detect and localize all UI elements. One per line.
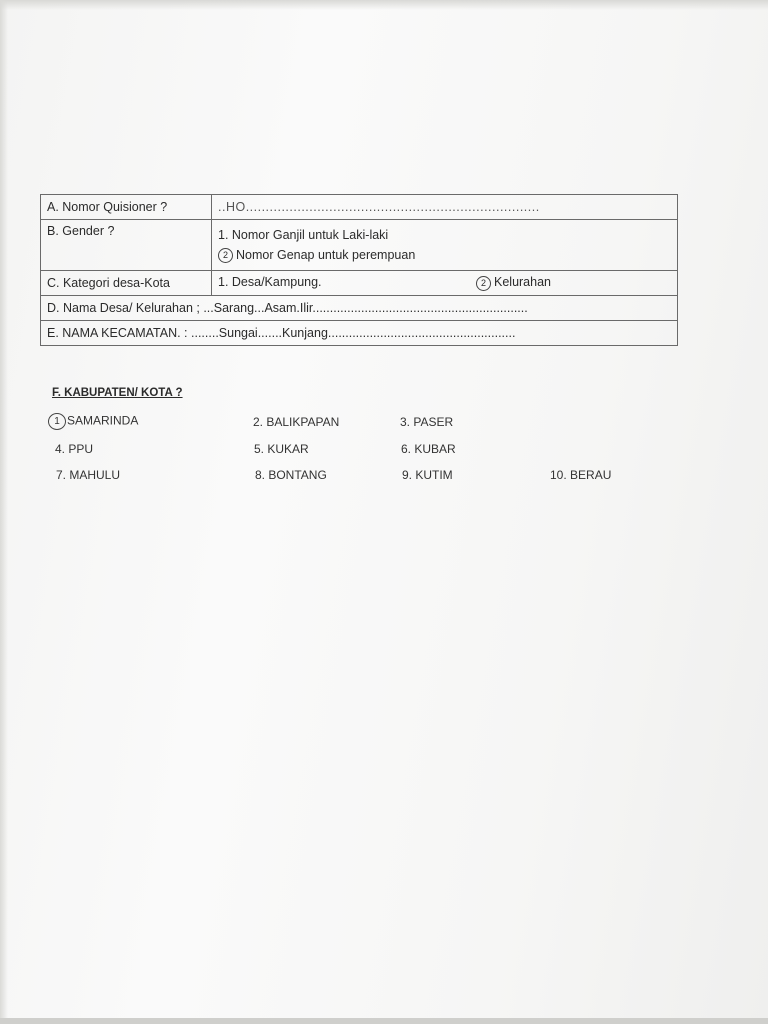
kategori-option-2 [476, 275, 551, 290]
kabupaten-title: F. KABUPATEN/ KOTA ? [52, 387, 183, 399]
circled-marker: 2 [476, 276, 491, 291]
kabupaten-option-5: 5. KUKAR [254, 442, 309, 456]
kabupaten-option-7: 7. MAHULU [56, 468, 121, 482]
kabupaten-option-8: 8. BONTANG [255, 468, 327, 482]
nama-kecamatan-text: E. NAMA KECAMATAN. : ........Sungai.......Kunjang...................................................... [47, 326, 516, 340]
nama-kecamatan-field [41, 321, 678, 346]
row-nama-kecamatan [41, 321, 678, 346]
row-nomor-quisioner [41, 195, 678, 220]
label-kategori: C. Kategori desa-Kota [41, 271, 212, 296]
row-kategori [41, 271, 678, 296]
gender-option-2-label: Nomor Genap untuk perempuan [236, 248, 416, 262]
page-edge-bottom [0, 1018, 768, 1024]
kabupaten-option-9: 9. KUTIM [402, 468, 453, 482]
gender-option-2 [218, 245, 671, 265]
row-gender [41, 220, 678, 271]
nama-desa-field [41, 296, 678, 321]
kabupaten-option-1-label: SAMARINDA [67, 413, 139, 428]
page-edge-top [0, 0, 768, 10]
kabupaten-option-3: 3. PASER [400, 415, 454, 429]
kategori-option-2-label: Kelurahan [494, 275, 551, 290]
kabupaten-option-1 [48, 413, 138, 430]
value-nomor-quisioner [212, 195, 678, 220]
kabupaten-option-2: 2. BALIKPAPAN [253, 415, 340, 429]
label-gender: B. Gender ? [41, 220, 212, 271]
circled-marker: 2 [218, 248, 233, 263]
kabupaten-option-6: 6. KUBAR [401, 442, 456, 456]
page-edge-left [0, 0, 8, 1024]
label-nomor-quisioner: A. Nomor Quisioner ? [41, 195, 212, 220]
kabupaten-option-10: 10. BERAU [550, 468, 612, 482]
circled-marker: 1 [48, 413, 66, 430]
row-nama-desa [41, 296, 678, 321]
questionnaire-table [40, 194, 678, 346]
handwritten-nomor: ..HO.......................................................................... [218, 200, 540, 214]
gender-option-1: 1. Nomor Ganjil untuk Laki-laki [218, 228, 389, 242]
kabupaten-option-4: 4. PPU [55, 442, 94, 456]
kategori-option-1: 1. Desa/Kampung. [218, 275, 322, 290]
nama-desa-text: D. Nama Desa/ Kelurahan ; ...Sarang...Asam.Ilir.............................................................. [47, 301, 528, 315]
gender-options [212, 220, 678, 271]
kategori-options [212, 271, 678, 296]
